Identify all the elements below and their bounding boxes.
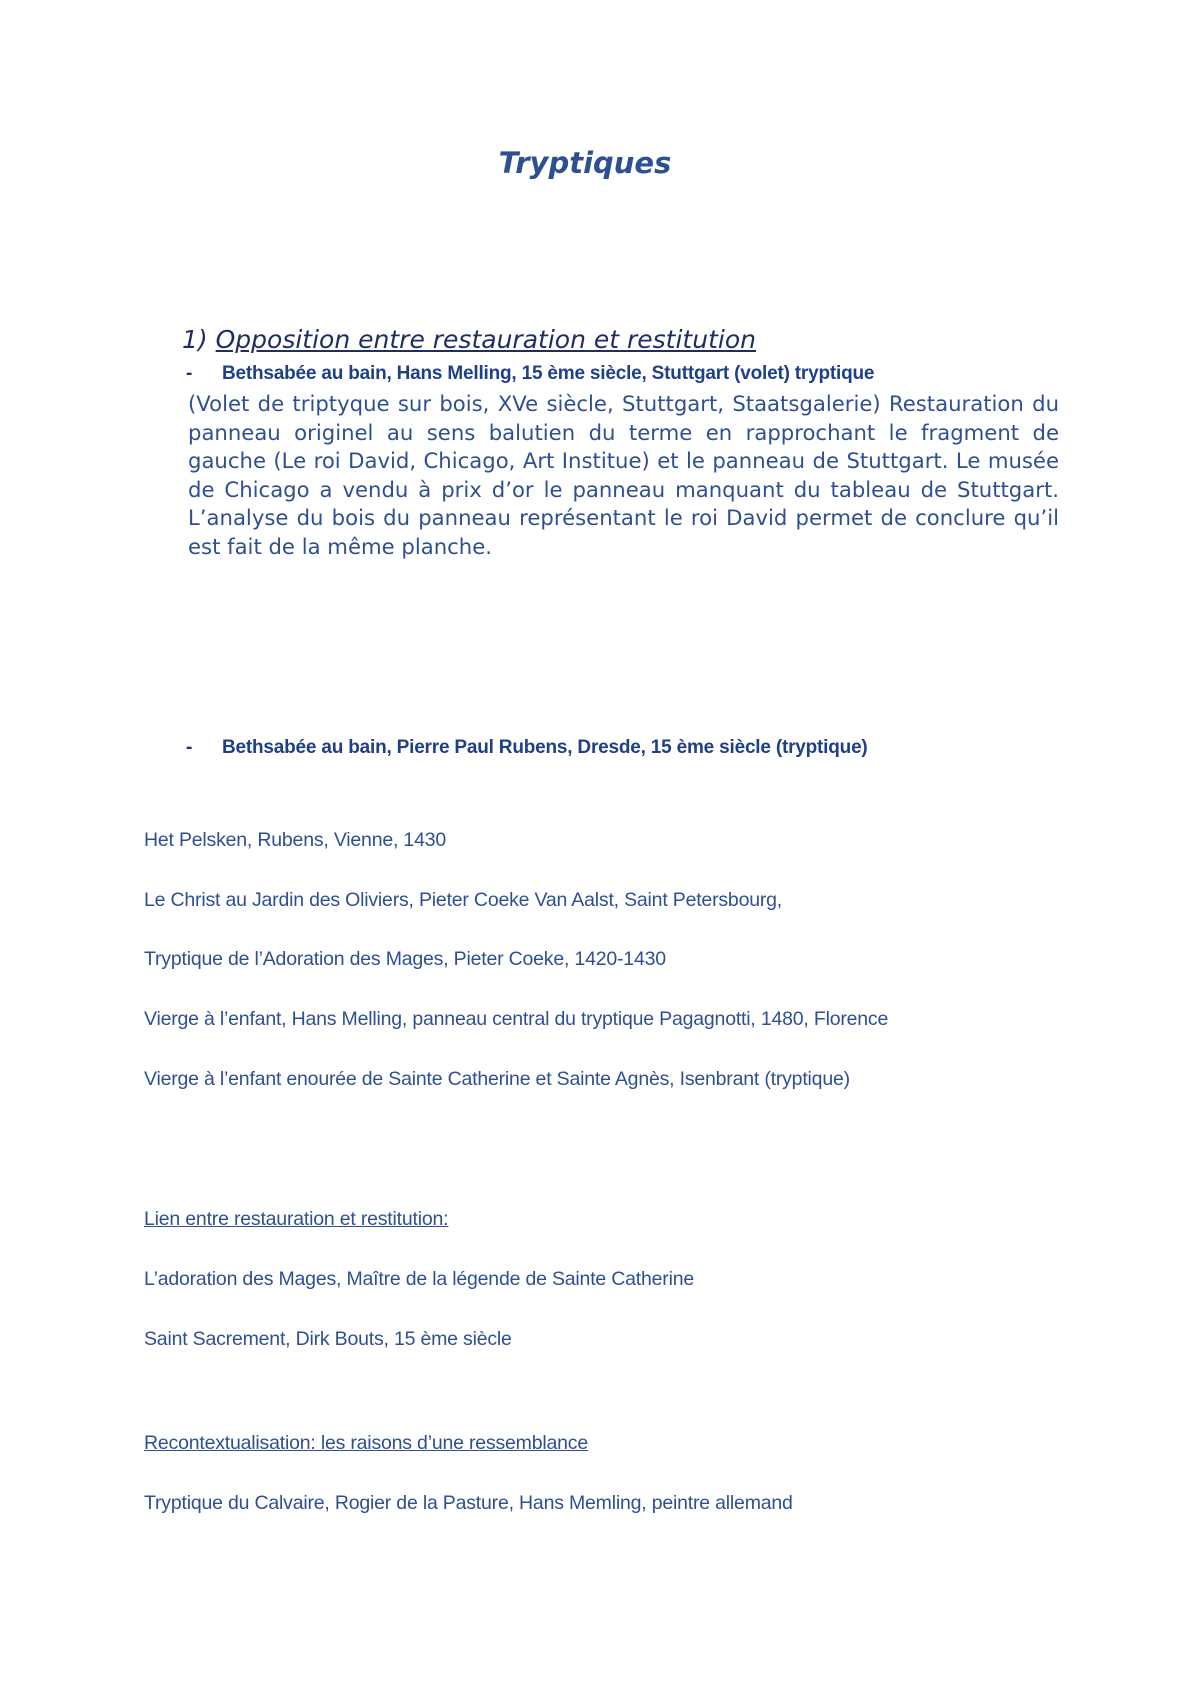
section-2-heading: Lien entre restauration et restitution:	[144, 1208, 449, 1230]
list-item: Saint Sacrement, Dirk Bouts, 15 ème siècle	[144, 1328, 512, 1350]
list-item: Vierge à l’enfant, Hans Melling, panneau central du tryptique Pagagnotti, 1480, Florence	[144, 1008, 889, 1030]
list-item: L’adoration des Mages, Maître de la légende de Sainte Catherine	[144, 1268, 695, 1290]
section-1-number: 1)	[182, 325, 208, 354]
bullet-item-bethsabee-melling	[186, 363, 874, 385]
list-item: Het Pelsken, Rubens, Vienne, 1430	[144, 829, 447, 851]
list-item: Tryptique du Calvaire, Rogier de la Pasture, Hans Memling, peintre allemand	[144, 1492, 793, 1514]
list-item: Tryptique de l’Adoration des Mages, Pieter Coeke, 1420-1430	[144, 948, 666, 970]
section-1-heading	[182, 325, 756, 354]
list-item: Le Christ au Jardin des Oliviers, Pieter Coeke Van Aalst, Saint Petersbourg,	[144, 889, 783, 911]
bullet-dash: -	[186, 363, 193, 384]
bullet-text: Bethsabée au bain, Pierre Paul Rubens, Dresde, 15 ème siècle (tryptique)	[222, 737, 868, 758]
restoration-paragraph: (Volet de triptyque sur bois, XVe siècle, Stuttgart, Staatsgalerie) Restauration du panneau originel au sens balutien du terme en rapprochant le fragment de gauche (Le roi David, Chicago, Art Institue) et le panneau de Stuttgart. Le musée de Chicago a vendu à prix d’or le panneau manquant du tableau de Stuttgart. L’analyse du bois du panneau représentant le roi David permet de conclure qu’il est fait de la même planche.	[188, 391, 1059, 559]
list-item: Vierge à l’enfant enourée de Sainte Catherine et Sainte Agnès, Isenbrant (tryptique)	[144, 1068, 850, 1090]
bullet-dash: -	[186, 737, 193, 758]
bullet-text: Bethsabée au bain, Hans Melling, 15 ème siècle, Stuttgart (volet) tryptique	[222, 363, 875, 384]
bullet-item-bethsabee-rubens	[186, 737, 868, 759]
section-3-heading: Recontextualisation: les raisons d’une ressemblance	[144, 1432, 588, 1454]
section-1-heading-text: Opposition entre restauration et restitution	[215, 325, 756, 354]
document-title: Tryptiques	[498, 146, 672, 180]
